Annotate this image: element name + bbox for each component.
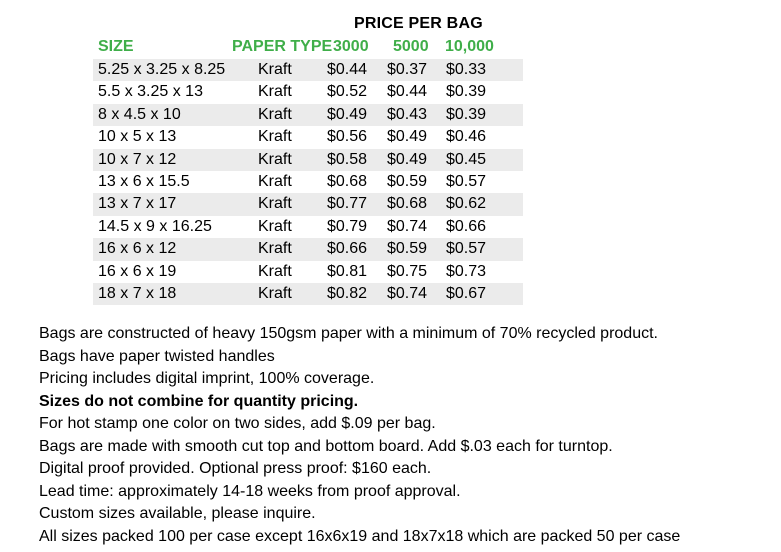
note-line: All sizes packed 100 per case except 16x6x19 and 18x7x18 which are packed 50 per case xyxy=(39,527,681,545)
note-line: Bags are made with smooth cut top and bottom board. Add $.03 each for turntop. xyxy=(39,437,613,455)
column-header-size: SIZE xyxy=(98,38,134,55)
column-header-paper-type: PAPER TYPE xyxy=(232,38,333,55)
paper-type-cell: Kraft xyxy=(258,83,292,101)
price-5000-cell: $0.59 xyxy=(387,172,428,190)
size-cell: 5.5 x 3.25 x 13 xyxy=(98,83,203,101)
note-line: Custom sizes available, please inquire. xyxy=(39,505,316,522)
price-10000-cell: $0.39 xyxy=(446,105,487,123)
price-10000-cell: $0.57 xyxy=(446,172,487,190)
note-line: Bags have paper twisted handles xyxy=(39,347,275,365)
price-10000-cell: $0.39 xyxy=(446,83,487,101)
column-header-5000: 5000 xyxy=(393,38,429,55)
size-cell: 8 x 4.5 x 10 xyxy=(98,105,181,123)
price-3000-cell: $0.66 xyxy=(327,240,368,258)
price-5000-cell: $0.75 xyxy=(387,262,428,280)
paper-type-cell: Kraft xyxy=(258,61,292,78)
price-3000-cell: $0.52 xyxy=(327,83,368,101)
price-3000-cell: $0.44 xyxy=(327,61,368,78)
size-cell: 13 x 6 x 15.5 xyxy=(98,172,190,190)
price-3000-cell: $0.82 xyxy=(327,284,368,302)
paper-type-cell: Kraft xyxy=(258,217,292,235)
note-line: Bags are constructed of heavy 150gsm paper with a minimum of 70% recycled product. xyxy=(39,325,658,342)
price-5000-cell: $0.74 xyxy=(387,217,428,235)
price-5000-cell: $0.44 xyxy=(387,83,428,101)
paper-type-cell: Kraft xyxy=(258,172,292,190)
price-10000-cell: $0.33 xyxy=(446,61,487,78)
price-3000-cell: $0.79 xyxy=(327,217,368,235)
paper-type-cell: Kraft xyxy=(258,150,292,168)
table-row xyxy=(93,59,523,81)
paper-type-cell: Kraft xyxy=(258,262,292,280)
paper-type-cell: Kraft xyxy=(258,240,292,258)
price-10000-cell: $0.62 xyxy=(446,195,487,213)
size-cell: 13 x 7 x 17 xyxy=(98,195,177,213)
size-cell: 5.25 x 3.25 x 8.25 xyxy=(98,61,226,78)
size-cell: 16 x 6 x 19 xyxy=(98,262,177,280)
size-cell: 10 x 7 x 12 xyxy=(98,150,177,168)
price-table xyxy=(93,59,523,305)
price-5000-cell: $0.49 xyxy=(387,150,428,168)
table-row xyxy=(93,104,523,126)
table-row xyxy=(93,171,523,193)
price-10000-cell: $0.46 xyxy=(446,128,487,146)
table-row xyxy=(93,81,523,103)
table-row xyxy=(93,193,523,215)
note-line: Digital proof provided. Optional press proof: $160 each. xyxy=(39,460,432,477)
price-5000-cell: $0.43 xyxy=(387,105,428,123)
price-10000-cell: $0.57 xyxy=(446,240,487,258)
price-5000-cell: $0.68 xyxy=(387,195,428,213)
note-line: Pricing includes digital imprint, 100% coverage. xyxy=(39,370,375,387)
paper-type-cell: Kraft xyxy=(258,195,292,213)
price-10000-cell: $0.67 xyxy=(446,284,487,302)
size-cell: 18 x 7 x 18 xyxy=(98,284,177,302)
paper-type-cell: Kraft xyxy=(258,128,292,146)
price-3000-cell: $0.56 xyxy=(327,128,368,146)
size-cell: 14.5 x 9 x 16.25 xyxy=(98,217,212,235)
price-per-bag-heading: PRICE PER BAG xyxy=(354,15,483,32)
column-header-3000: 3000 xyxy=(333,38,369,55)
paper-type-cell: Kraft xyxy=(258,284,292,302)
price-5000-cell: $0.49 xyxy=(387,128,428,146)
table-row xyxy=(93,261,523,283)
table-row xyxy=(93,149,523,171)
price-5000-cell: $0.37 xyxy=(387,61,428,78)
price-10000-cell: $0.66 xyxy=(446,217,487,235)
note-line: Sizes do not combine for quantity pricing. xyxy=(39,392,359,410)
price-3000-cell: $0.77 xyxy=(327,195,368,213)
price-5000-cell: $0.74 xyxy=(387,284,428,302)
price-3000-cell: $0.81 xyxy=(327,262,368,280)
table-row xyxy=(93,126,523,148)
table-row xyxy=(93,283,523,305)
table-row xyxy=(93,216,523,238)
notes-list xyxy=(39,323,769,548)
price-10000-cell: $0.73 xyxy=(446,262,487,280)
price-5000-cell: $0.59 xyxy=(387,240,428,258)
size-cell: 16 x 6 x 12 xyxy=(98,240,177,258)
paper-type-cell: Kraft xyxy=(258,105,292,123)
price-3000-cell: $0.68 xyxy=(327,172,368,190)
column-header-10000: 10,000 xyxy=(445,38,494,55)
note-line: Lead time: approximately 14-18 weeks from proof approval. xyxy=(39,482,461,500)
price-10000-cell: $0.45 xyxy=(446,150,487,168)
note-line: For hot stamp one color on two sides, add $.09 per bag. xyxy=(39,415,436,432)
price-3000-cell: $0.58 xyxy=(327,150,368,168)
table-row xyxy=(93,238,523,260)
price-3000-cell: $0.49 xyxy=(327,105,368,123)
size-cell: 10 x 5 x 13 xyxy=(98,128,177,146)
